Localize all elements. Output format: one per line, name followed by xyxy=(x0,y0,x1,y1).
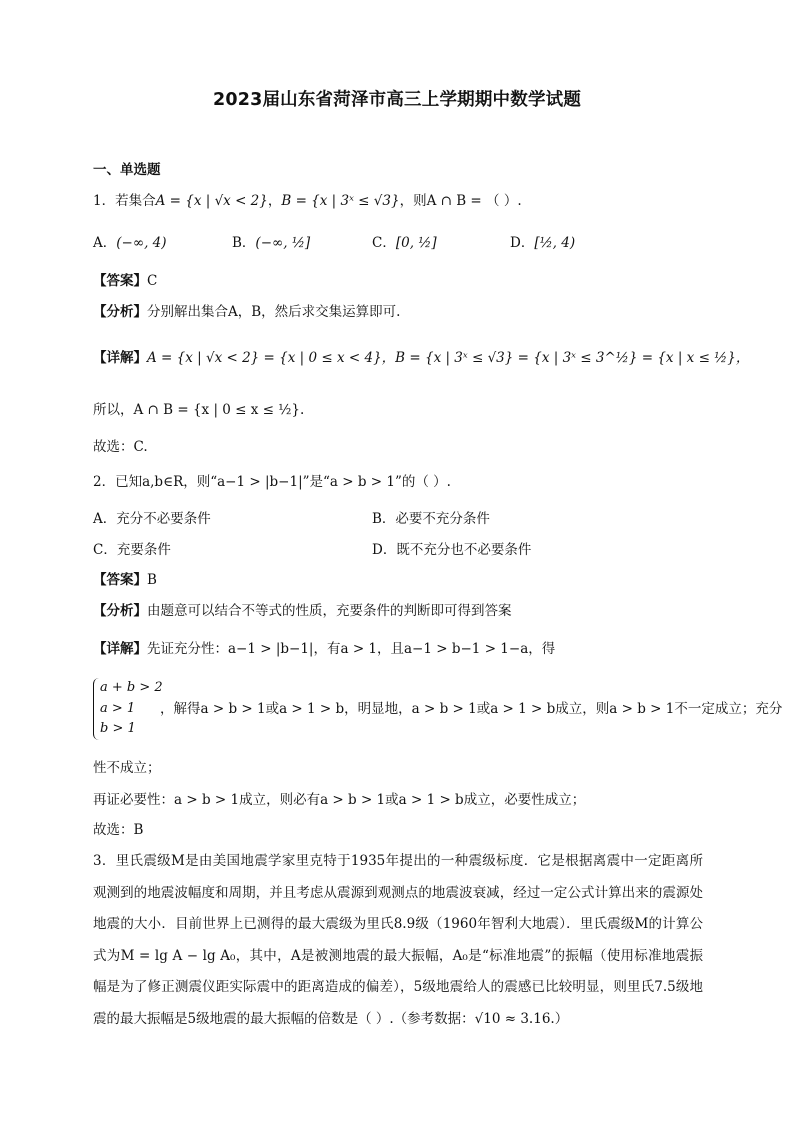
q2-necessity: 再证必要性：a > b > 1成立，则必有a > b > 1或a > 1 > b成立，必要性成立； xyxy=(93,792,586,808)
q2-choose: 故选：B xyxy=(93,822,144,838)
q1-option-b: B．(−∞, ½] xyxy=(232,235,311,251)
q2-option-b: B．必要不充分条件 xyxy=(372,511,490,527)
q2-analysis: 【分析】由题意可以结合不等式的性质，充要条件的判断即可得到答案 xyxy=(93,603,512,619)
q1-detail: 【详解】A = {x | √x < 2} = {x | 0 ≤ x < 4}，B = {x | 3ˣ ≤ √3} = {x | 3ˣ ≤ 3^½} = {x | x ≤ ½}， xyxy=(93,350,750,366)
q2-cont: 性不成立； xyxy=(93,760,161,776)
q1-stem-post: ，则A ∩ B = （ ）. xyxy=(399,193,522,209)
section-heading: 一、单选题 xyxy=(93,162,161,178)
q2-system-row: a > 1 xyxy=(100,700,136,716)
page-title: 2023届山东省菏泽市高三上学期期中数学试题 xyxy=(212,90,582,110)
q1-set-b: B = {x | 3ˣ ≤ √3} xyxy=(281,193,400,209)
q2-answer: 【答案】B xyxy=(93,572,157,588)
q2-system-tail: ，解得a > b > 1或a > 1 > b，明显地，a > b > 1或a > 1 > b成立，则a > b > 1不一定成立；充分 xyxy=(160,701,783,717)
q2-system xyxy=(100,678,163,740)
q2-system-row: b > 1 xyxy=(100,721,136,736)
q1-analysis: 【分析】分别解出集合A，B，然后求交集运算即可. xyxy=(93,304,401,320)
q2-option-a: A．充分不必要条件 xyxy=(93,511,211,527)
q1-answer: 【答案】C xyxy=(93,273,158,289)
q1-option-c: C．[0, ½] xyxy=(372,235,437,251)
q1-stem-pre: 1．若集合 xyxy=(93,193,156,209)
q1-option-a: A．(−∞, 4) xyxy=(93,235,167,251)
q2-option-d: D．既不充分也不必要条件 xyxy=(372,542,532,558)
q1-set-a: A = {x | √x < 2} xyxy=(155,193,268,209)
q1-option-d: D．[½, 4) xyxy=(510,235,576,251)
q2-stem: 2．已知a,b∈R，则“a−1 > |b−1|”是“a > b > 1”的（ ）. xyxy=(93,474,451,490)
q1-so-line: 所以，A ∩ B = {x | 0 ≤ x ≤ ½}. xyxy=(93,402,305,418)
q1-choose: 故选：C. xyxy=(93,439,148,455)
q2-system-row: a + b > 2 xyxy=(100,680,163,695)
q3-text: 3．里氏震级M是由美国地震学家里克特于1935年提出的一种震级标度．它是根据离震中一定距离所观测到的地震波幅度和周期，并且考虑从震源到观测点的地震波衰减，经过一定公式计算出来的震源处地震的大小．目前世界上已测得的最大震级为里氏8.9级（1960年智利大地震）．里氏震级M的计算公式为M = lg A − lg A₀，其中，A是被测地震的最大振幅，A₀是“标准地震”的振幅（使用标准地震振幅是为了修正测震仪距实际震中的距离造成的偏差），5级地震给人的震感已比较明显，则里氏7.5级地震的最大振幅是5级地震的最大振幅的倍数是（ ）.（参考数据：√10 ≈ 3.16.） xyxy=(93,853,703,1027)
q1-stem xyxy=(93,191,522,211)
q2-detail: 【详解】先证充分性：a−1 > |b−1|，有a > 1，且a−1 > b−1 > 1−a，得 xyxy=(93,641,556,657)
q1-stem-mid: ， xyxy=(267,193,282,209)
q2-option-c: C．充要条件 xyxy=(93,542,171,558)
